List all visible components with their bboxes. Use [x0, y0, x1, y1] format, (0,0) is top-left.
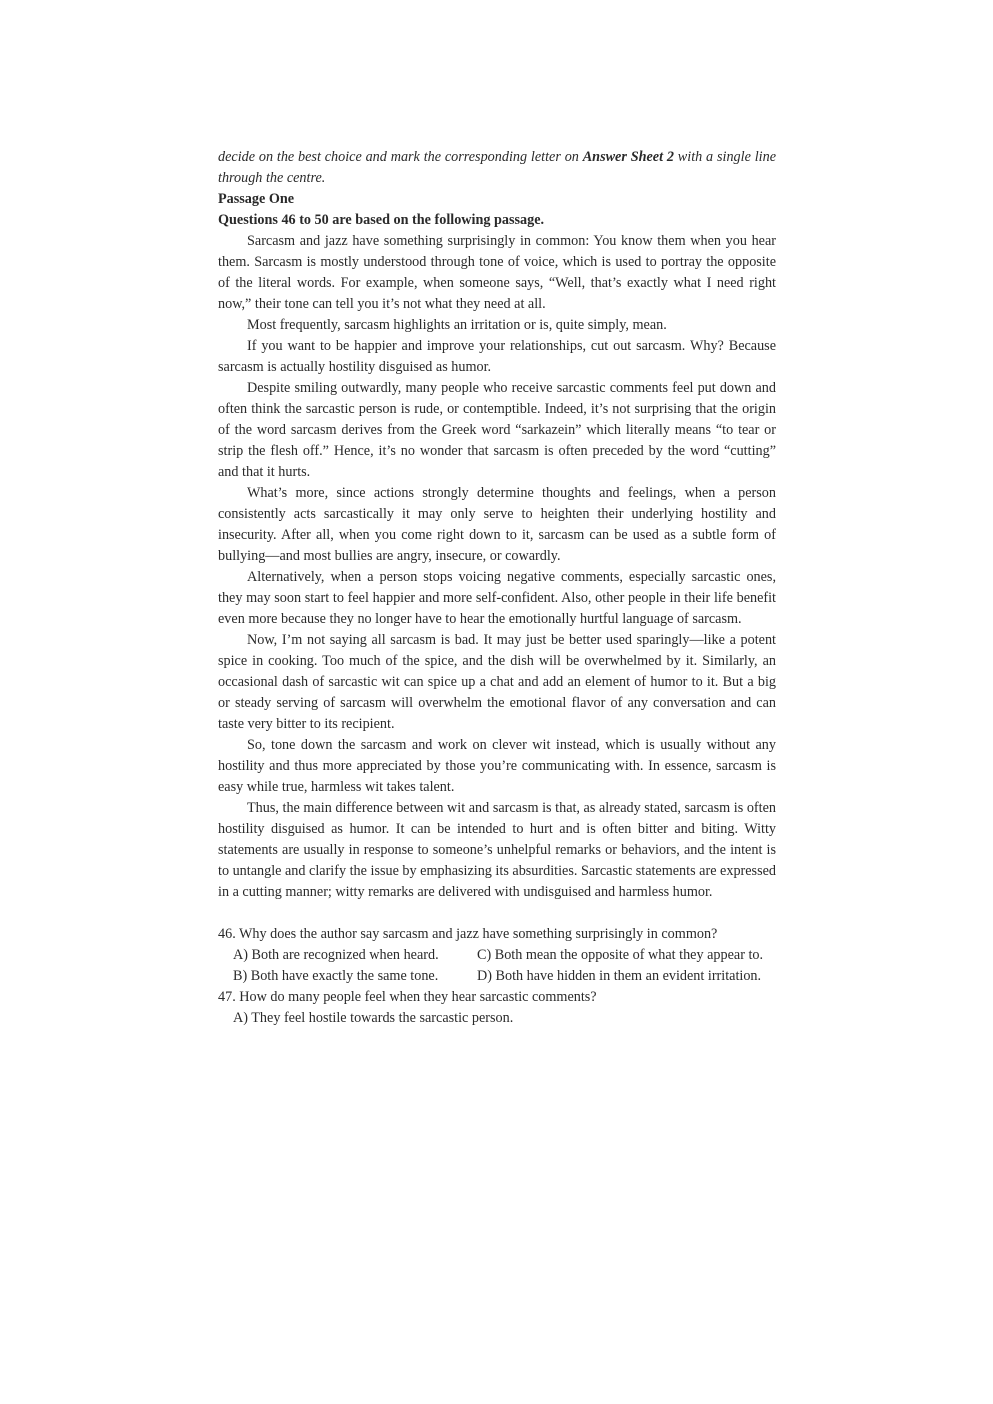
question-46 [218, 924, 776, 987]
answer-options [218, 1008, 776, 1029]
passage-subtitle: Questions 46 to 50 are based on the following passage. [218, 212, 545, 228]
paragraph: Sarcasm and jazz have something surprisingly in common: You know them when you hear them. Sarcasm is mostly understood through tone of voice, which is used to portray the opposite of the literal words. For example, when someone says, “Well, that’s exactly what I need right now,” their tone can tell you it’s not what they need at all. [218, 233, 776, 312]
option-a: A) Both are recognized when heard. [233, 947, 439, 963]
instructions-text-end: with a single line through the centre. [218, 149, 776, 186]
question-list [218, 924, 776, 1029]
answer-sheet-label: Answer Sheet 2 [582, 149, 674, 165]
question-text: 46. Why does the author say sarcasm and jazz have something surprisingly in common? [218, 926, 718, 942]
paragraph: Despite smiling outwardly, many people who receive sarcastic comments feel put down and often think the sarcastic person is rude, or contemptible. Indeed, it’s not surprising that the origin of the word sarcasm derives from the Greek word “sarkazein” which literally means “to tear or strip the flesh off.” Hence, it’s no wonder that sarcasm is often preceded by the word “cutting” and that it hurts. [218, 380, 776, 480]
paragraph: Thus, the main difference between wit and sarcasm is that, as already stated, sarcasm is often hostility disguised as humor. It can be intended to hurt and is often bitter and biting. Witty statements are usually in response to someone’s unhelpful remarks or behaviors, and the intent is to untangle and clarify the issue by emphasizing its absurdities. Sarcastic statements are expressed in a cutting manner; witty remarks are delivered with undisguised and harmless humor. [218, 800, 776, 900]
option-d: D) Both have hidden in them an evident irritation. [477, 968, 762, 984]
exam-page [218, 147, 776, 1029]
paragraph: So, tone down the sarcasm and work on clever wit instead, which is usually without any hostility and thus more appreciated by those you’re communicating with. In essence, sarcasm is easy while true, harmless wit takes talent. [218, 737, 776, 795]
paragraph: Alternatively, when a person stops voicing negative comments, especially sarcastic ones, they may soon start to feel happier and more self-confident. Also, other people in their life benefit even more because they no longer have to hear the emotionally hurtful language of sarcasm. [218, 569, 776, 627]
question-text: 47. How do many people feel when they hear sarcastic comments? [218, 989, 597, 1005]
option-c: C) Both mean the opposite of what they appear to. [477, 947, 764, 963]
paragraph: What’s more, since actions strongly determine thoughts and feelings, when a person consistently acts sarcastically it may only serve to heighten their underlying hostility and insecurity. After all, when you come right down to it, sarcasm can be used as a subtle form of bullying—and most bullies are angry, insecure, or cowardly. [218, 485, 776, 564]
question-47 [218, 987, 776, 1029]
passage-body [218, 231, 776, 903]
answer-options [218, 945, 776, 987]
paragraph: Now, I’m not saying all sarcasm is bad. It may just be better used sparingly—like a potent spice in cooking. Too much of the spice, and the dish will be overwhelmed by it. Similarly, an occasional dash of sarcastic wit can spice up a chat and add an element of humor to it. But a big or steady serving of sarcasm will overwhelm the emotional flavor of any conversation and can taste very bitter to its recipient. [218, 632, 776, 732]
instructions-text: decide on the best choice and mark the corresponding letter on [218, 149, 583, 165]
option-b: B) Both have exactly the same tone. [233, 968, 439, 984]
instructions [218, 147, 776, 189]
paragraph: Most frequently, sarcasm highlights an irritation or is, quite simply, mean. [247, 317, 667, 333]
passage-title: Passage One [218, 191, 295, 207]
paragraph: If you want to be happier and improve your relationships, cut out sarcasm. Why? Because sarcasm is actually hostility disguised as humor. [218, 338, 776, 375]
option-a: A) They feel hostile towards the sarcastic person. [233, 1010, 514, 1026]
